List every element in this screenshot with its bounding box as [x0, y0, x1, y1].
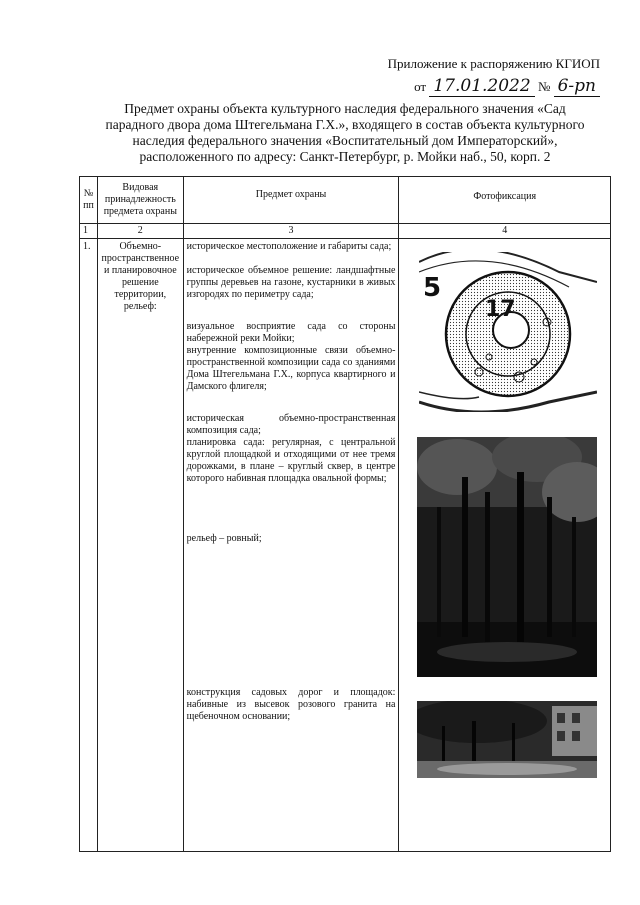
column-number-row	[80, 224, 611, 239]
subject-item: историческая объемно-пространственная композиция сада;	[186, 413, 396, 436]
subject-item: планировка сада: регулярная, с центральной круглой площадкой и отходящими от нее тремя дорожками, в плане – круглый сквер, в центре которого набивная площадка овальной формы;	[186, 437, 396, 484]
col-number: 3	[183, 224, 399, 239]
document-title: Предмет охраны объекта культурного наследия федерального значения «Сад парадного двора дома Штегельмана Г.Х.», входящего в состав объекта культурного наследия федерального значения «Воспитательный дом Императорский», расположенного по адресу: Санкт-Петербург, р. Мойки наб., 50, корп. 2	[105, 101, 585, 164]
subject-item: визуальное восприятие сада со стороны набережной реки Мойки;	[186, 321, 396, 344]
map-plot-number: 17	[485, 297, 516, 322]
subject-item: конструкция садовых дорог и площадок: набивные из высевок розового гранита на щебеночном основании;	[186, 687, 396, 722]
garden-trees-photo	[417, 437, 597, 677]
row-subject	[183, 239, 399, 852]
table-header-row	[80, 177, 611, 224]
appendix-line: Приложение к распоряжению КГИОП	[387, 56, 600, 71]
row-number: 1.	[80, 239, 98, 852]
col-number: 2	[97, 224, 183, 239]
header-subject: Предмет охраны	[183, 177, 399, 224]
subject-item: историческое местоположение и габариты сада;	[186, 241, 392, 252]
order-date: 17.01.2022	[429, 76, 534, 97]
map-side-number: 5	[423, 273, 442, 303]
number-prefix: №	[537, 79, 551, 94]
col-number: 1	[80, 224, 98, 239]
order-date-number	[370, 76, 600, 96]
subject-item: историческое объемное решение: ландшафтные группы деревьев на газоне, кустарники в живых изгородях по периметру сада;	[186, 265, 396, 300]
date-prefix: от	[414, 79, 427, 94]
subject-item: внутренние композиционные связи объемно-пространственной композиции сада со зданиями Дома Штегельмана Г.Х., корпуса квартирного и Дамского флигеля;	[186, 345, 396, 392]
subject-item: рельеф – ровный;	[186, 533, 262, 544]
header-num: № пп	[80, 177, 98, 224]
map-fragment-photo	[419, 252, 597, 412]
col-number: 4	[399, 224, 611, 239]
header-type: Видовая принадлежность предмета охраны	[97, 177, 183, 224]
garden-paths-photo	[417, 701, 597, 778]
order-number: 6-рп	[554, 76, 600, 97]
row-type: Объемно-пространственное и планировочное решение территории, рельеф:	[97, 239, 183, 852]
header-photo: Фотофиксация	[399, 177, 611, 224]
appendix-reference	[370, 56, 600, 96]
